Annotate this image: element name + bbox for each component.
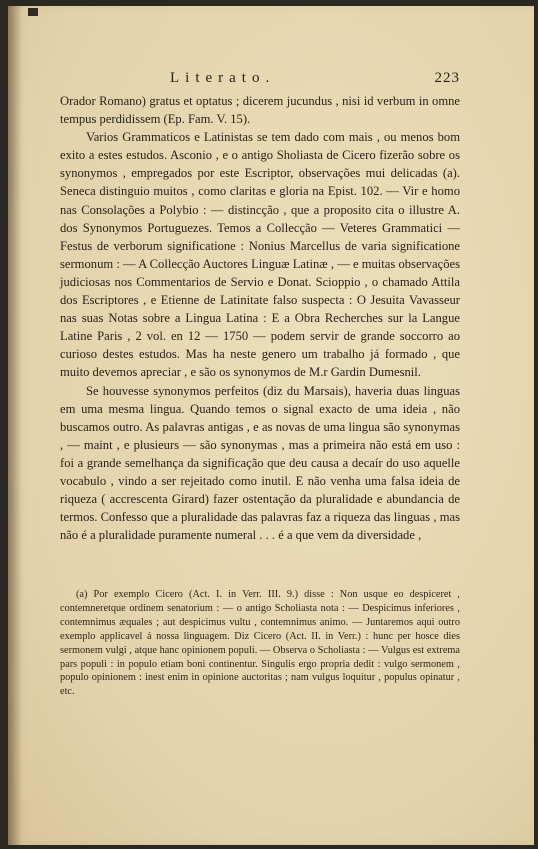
corner-mark (28, 8, 38, 16)
page-gutter-shadow (8, 6, 22, 845)
paragraph-1: Orador Romano) gratus et optatus ; dicerem jucundus , nisi id verbum in omne tempus perdidissem (Ep. Fam. V. 15). (60, 94, 460, 127)
running-head (60, 70, 460, 94)
page-number: 223 (434, 70, 460, 86)
paragraph-3: Se houvesse synonymos perfeitos (diz du Marsais), haveria duas linguas em uma mesma lingua. Quando temos o signal exacto de uma ideia , não buscamos outro. As palavras antigas , e as novas de uma lingua são synonymas , — maint , e plusieurs — são synonymas , mas a primeira não está em uso : foi a grande semelhança da significação que deu causa a decaír do uso aquelle vocabulo , vindo a ser rejeitado como inutil. E não venha uma falsa ideia de riqueza ( accrescenta Girard) fazer ostentação da pluralidade e abundancia de termos. Confesso que a pluralidade das palavras faz a riqueza das linguas , mas não é a pluralidade puramente numeral . . . é a que vem da diversidade , (60, 383, 460, 543)
paragraph-2: Varios Grammaticos e Latinistas se tem dado com mais , ou menos bom exito a estes estudos. Asconio , e o antigo Sholiasta de Cicero fizerão sobre os synonymos , empregados por este Escriptor, observações mui delicadas (a). Seneca distinguio muitos , como claritas e gloria na Epist. 102. — Vir e homo nas Consolações a Polybio : — distincção , que a proposito cita o illustre A. dos Synonymos Portuguezes. Temos a Collecção — Veteres Grammatici — Festus de verborum significatione : Nonius Marcellus de varia significatione sermonum : — A Collecção Auctores Linguæ Latinæ , — e muitas observações judiciosas nos Commentarios de Servio e Donat. Scioppio , o chamado Attila dos Escriptores , e Etienne de Latinitate falso suspecta : O Jesuita Vavasseur nas suas Notas sobre a Lingua Latina : E a Obra Recherches sur la Langue Latine Paris , 2 vol. en 12 — 1750 — podem servir de grande soccorro ao curioso destes estudos. Mas ha neste genero um trabalho já formado , que muito devemos apreciar , e são os synonymos de M.r Gardin Dumesnil. (60, 130, 460, 380)
main-text (60, 92, 460, 544)
footnote (60, 588, 460, 699)
running-title: Literato. (170, 70, 276, 86)
footnote-a: (a) Por exemplo Cicero (Act. I. in Verr. III. 9.) disse : Non usque eo despiceret , contemneretque ordinem senatorium : — o antigo Scholiasta nota : — Despicimus inferiores , contemnimus æquales ; aut despicimus vultu , contemnimus animo. — Juntaremos aqui outro exemplo applicavel á nossa linguagem. Diz Cicero (Act. II. in Verr.) : hunc per hosce dies sermonem vulgi , atque hanc opinionem populi. — Observa o Scholiasta : — Vulgus est extrema pars populi : in populo etiam boni continentur. Singulis ergo propria dedit : vulgo sermonem , populo opinionem : inest enim in opinione auctoritas ; nam vulgus loquitur , populus opinatur , etc. (60, 589, 460, 698)
